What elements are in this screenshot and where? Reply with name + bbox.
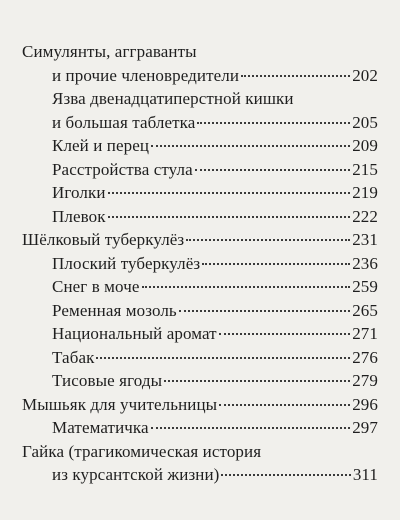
- toc-entry-title: Иголки: [52, 183, 106, 202]
- toc-entry: [22, 275, 378, 299]
- toc-entry: [22, 134, 378, 158]
- toc-entry-title: Табак: [52, 347, 95, 367]
- toc-entry: [22, 346, 378, 370]
- toc-page-number: 296: [352, 394, 378, 414]
- dot-leader: [151, 426, 351, 429]
- toc-entry-title: Плоский туберкулёз: [52, 253, 201, 273]
- dot-leader: [197, 121, 350, 124]
- toc-page-number: 202: [352, 65, 378, 85]
- toc-page-number: 205: [352, 112, 378, 132]
- toc-entry-title: Плевок: [52, 206, 106, 226]
- toc-entry: [22, 111, 378, 135]
- toc-entry: [22, 87, 378, 111]
- toc-entry: [22, 228, 378, 252]
- dot-leader: [151, 144, 350, 147]
- toc-entry-title: из курсантской жизни): [52, 465, 220, 484]
- toc-entry: [22, 322, 378, 346]
- dot-leader: [96, 356, 350, 359]
- toc-entry: [22, 369, 378, 393]
- dot-leader: [241, 74, 350, 77]
- toc-entry-title: Клей и перец: [52, 136, 150, 155]
- toc-entry-title: Язва двенадцатиперстной кишки: [52, 89, 294, 108]
- toc-page-number: 259: [352, 277, 378, 296]
- toc-entry: [22, 463, 378, 487]
- toc-entry-title: Шёлковый туберкулёз: [22, 230, 185, 249]
- dot-leader: [195, 168, 350, 171]
- toc-entry: [22, 393, 378, 417]
- toc-entry-title: Мышьяк для учительницы: [22, 394, 218, 414]
- dot-leader: [179, 309, 350, 312]
- dot-leader: [202, 262, 350, 265]
- dot-leader: [221, 473, 350, 476]
- toc-entry: [22, 158, 378, 182]
- dot-leader: [219, 403, 350, 406]
- toc-entry: [22, 205, 378, 229]
- toc-entry-title: Расстройства стула: [52, 159, 193, 179]
- toc-page-number: 219: [352, 183, 378, 202]
- toc-page-number: 271: [352, 324, 378, 343]
- toc-entry: [22, 252, 378, 276]
- toc-page-number: 222: [352, 206, 378, 226]
- toc-page-number: 279: [352, 371, 378, 390]
- toc-page-number: 236: [352, 253, 378, 273]
- toc-entry-title: Гайка (трагикомическая история: [22, 441, 262, 461]
- toc-page-number: 297: [352, 418, 378, 437]
- toc-entry-title: Математичка: [52, 418, 149, 437]
- toc-entry: [22, 40, 378, 64]
- toc-entry-title: и прочие членовредители: [52, 65, 240, 85]
- toc-entry-title: Ременная мозоль: [52, 300, 177, 320]
- toc-entry: [22, 440, 378, 464]
- toc-entry: [22, 64, 378, 88]
- toc-entry-title: Тисовые ягоды: [52, 371, 163, 390]
- dot-leader: [142, 285, 351, 288]
- dot-leader: [219, 332, 350, 335]
- dot-leader: [164, 379, 350, 382]
- toc-entry: [22, 416, 378, 440]
- toc-page-number: 209: [352, 136, 378, 155]
- toc-entry-title: Симулянты, агграванты: [22, 42, 197, 61]
- table-of-contents: [22, 40, 378, 487]
- toc-entry: [22, 299, 378, 323]
- dot-leader: [186, 238, 350, 241]
- toc-page-number: 231: [352, 230, 378, 249]
- toc-entry-title: и большая таблетка: [52, 112, 196, 132]
- toc-entry: [22, 181, 378, 205]
- dot-leader: [108, 191, 351, 194]
- toc-entry-title: Национальный аромат: [52, 324, 217, 343]
- dot-leader: [108, 215, 351, 218]
- toc-page-number: 265: [352, 300, 378, 320]
- toc-page-number: 276: [352, 347, 378, 367]
- toc-page-number: 215: [352, 159, 378, 179]
- toc-entry-title: Снег в моче: [52, 277, 140, 296]
- toc-page-number: 311: [352, 465, 378, 484]
